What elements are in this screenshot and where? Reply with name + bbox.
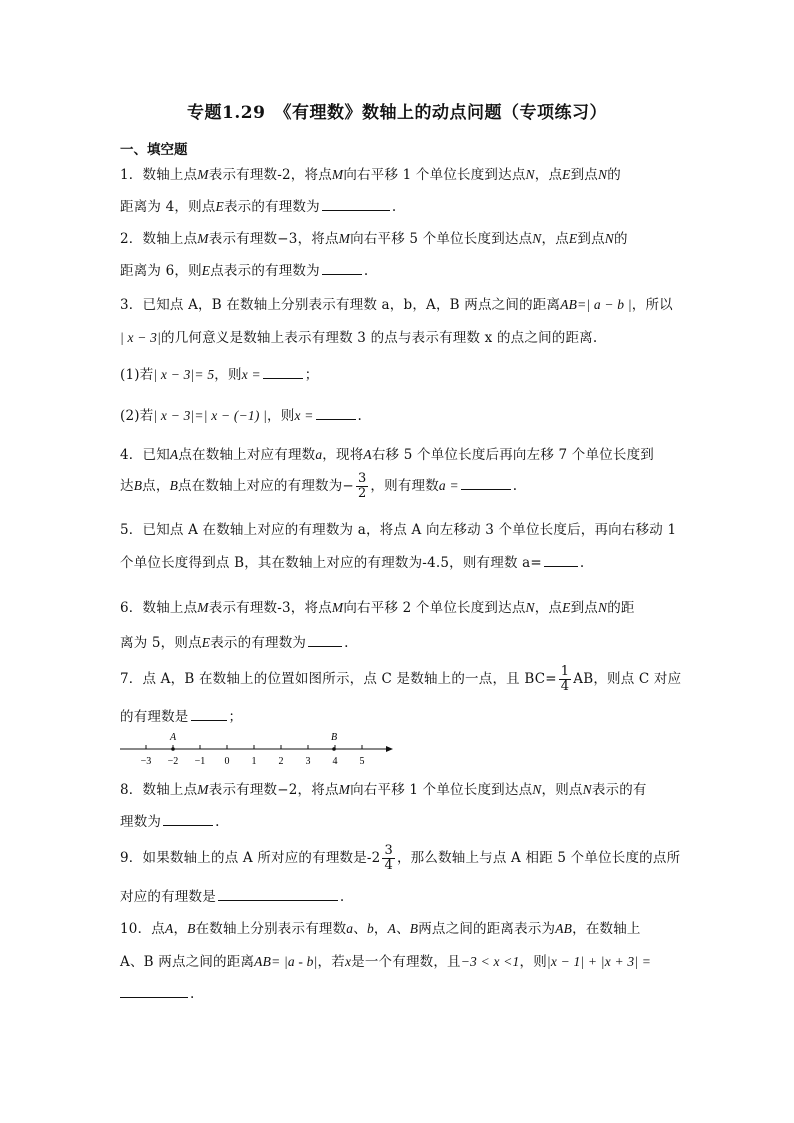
question-3-part-1: (1)若| x − 3|= 5，则x = ； [120,367,319,383]
tick-label: 5 [359,756,365,767]
answer-blank-7[interactable] [191,708,227,721]
number-line-arrow [386,746,393,752]
fraction-three-quarters: $\frac{3}{4}$ [384,843,393,873]
page-title: 专题1.29 《有理数》数轴上的动点问题（专项练习） [187,103,607,123]
answer-blank-6[interactable] [308,634,342,647]
tick-label: 4 [332,756,338,767]
question-3-line-2: | x − 3|的几何意义是数轴上表示有理数 3 的点与表示有理数 x 的点之间的距离. [120,330,598,346]
section-heading: 一、填空题 [120,142,188,158]
tick-label: −2 [167,756,179,767]
answer-blank-3-2[interactable] [316,407,356,420]
question-10-line-1: 10．点A，B在数轴上分别表示有理数a、b，A、B两点之间的距离表示为AB，在数轴上 [120,921,641,937]
question-9-line-1: 9．如果数轴上的点 A 所对应的有理数是-2 $\frac{3}{4}$ ，那么数轴上与点 A 相距 5 个单位长度的点所 [120,843,681,873]
tick-label: 0 [224,756,230,767]
question-3-line-1: 3．已知点 A，B 在数轴上分别表示有理数 a，b，A，B 两点之间的距离AB=| a − b |，所以 [120,297,673,313]
answer-blank-9[interactable] [218,888,338,901]
question-10-line-2: A、B 两点之间的距离AB= |a - b|，若x是一个有理数，且−3 < x <1，则|x − 1| + |x + 3| = [120,954,652,970]
point-a-marker [171,747,175,751]
question-4-line-2: 达B点，B点在数轴上对应的有理数为− $\frac{3}{2}$ ，则有理数a = . [120,471,518,501]
question-6-line-2: 离为 5，则点E表示的有理数为 . [120,635,349,651]
answer-blank-8[interactable] [163,813,213,826]
question-3-part-2: (2)若| x − 3|=| x − (−1) |，则x = . [120,408,363,424]
answer-blank-10[interactable] [120,985,188,998]
fraction-one-quarter: $\frac{1}{4}$ [560,664,570,694]
fraction-three-halves: $\frac{3}{2}$ [357,471,367,501]
tick-label: −3 [140,756,152,767]
tick-label: −1 [194,756,206,767]
question-2-line-2: 距离为 6，则E点表示的有理数为 . [120,263,369,279]
answer-blank-1[interactable] [322,198,390,211]
answer-blank-2[interactable] [322,262,362,275]
tick-label: 1 [251,756,257,767]
question-7-line-2: 的有理数是 ； [120,709,243,725]
question-9-line-2: 对应的有理数是 . [120,889,345,905]
question-5-line-2: 个单位长度得到点 B，其在数轴上对应的有理数为-4.5，则有理数 a= . [120,555,585,571]
label-point-a: A [170,732,177,743]
answer-blank-5[interactable] [544,554,578,567]
tick-label: 3 [305,756,311,767]
question-1-line-2: 距离为 4，则点E表示的有理数为 . [120,199,397,215]
answer-blank-3-1[interactable] [263,366,303,379]
question-10-line-3: . [120,985,195,1002]
point-b-marker [332,747,336,751]
label-point-b: B [331,732,338,743]
question-7-line-1: 7．点 A，B 在数轴上的位置如图所示，点 C 是数轴上的一点，且 BC= $\frac{1}{4}$ AB，则点 C 对应 [120,664,682,694]
number-line-figure [118,728,398,768]
answer-blank-4[interactable] [461,477,511,490]
question-5-line-1: 5．已知点 A 在数轴上对应的有理数为 a，将点 A 向左移动 3 个单位长度后，再向右移动 1 [120,522,677,538]
question-6-line-1: 6．数轴上点M表示有理数-3，将点M向右平移 2 个单位长度到达点N，点E到点N的距 [120,600,635,616]
question-2-line-1: 2．数轴上点M表示有理数−3，将点M向右平移 5 个单位长度到达点N，点E到点N的 [120,231,628,247]
question-8-line-1: 8．数轴上点M表示有理数−2，将点M向右平移 1 个单位长度到达点N，则点N表示的有 [120,782,647,798]
question-8-line-2: 理数为 . [120,814,220,830]
tick-label: 2 [278,756,284,767]
question-1-line-1: 1．数轴上点M表示有理数-2，将点M向右平移 1 个单位长度到达点N，点E到点N的 [120,167,621,183]
question-4-line-1: 4．已知A点在数轴上对应有理数a，现将A右移 5 个单位长度后再向左移 7 个单位长度到 [120,447,655,463]
